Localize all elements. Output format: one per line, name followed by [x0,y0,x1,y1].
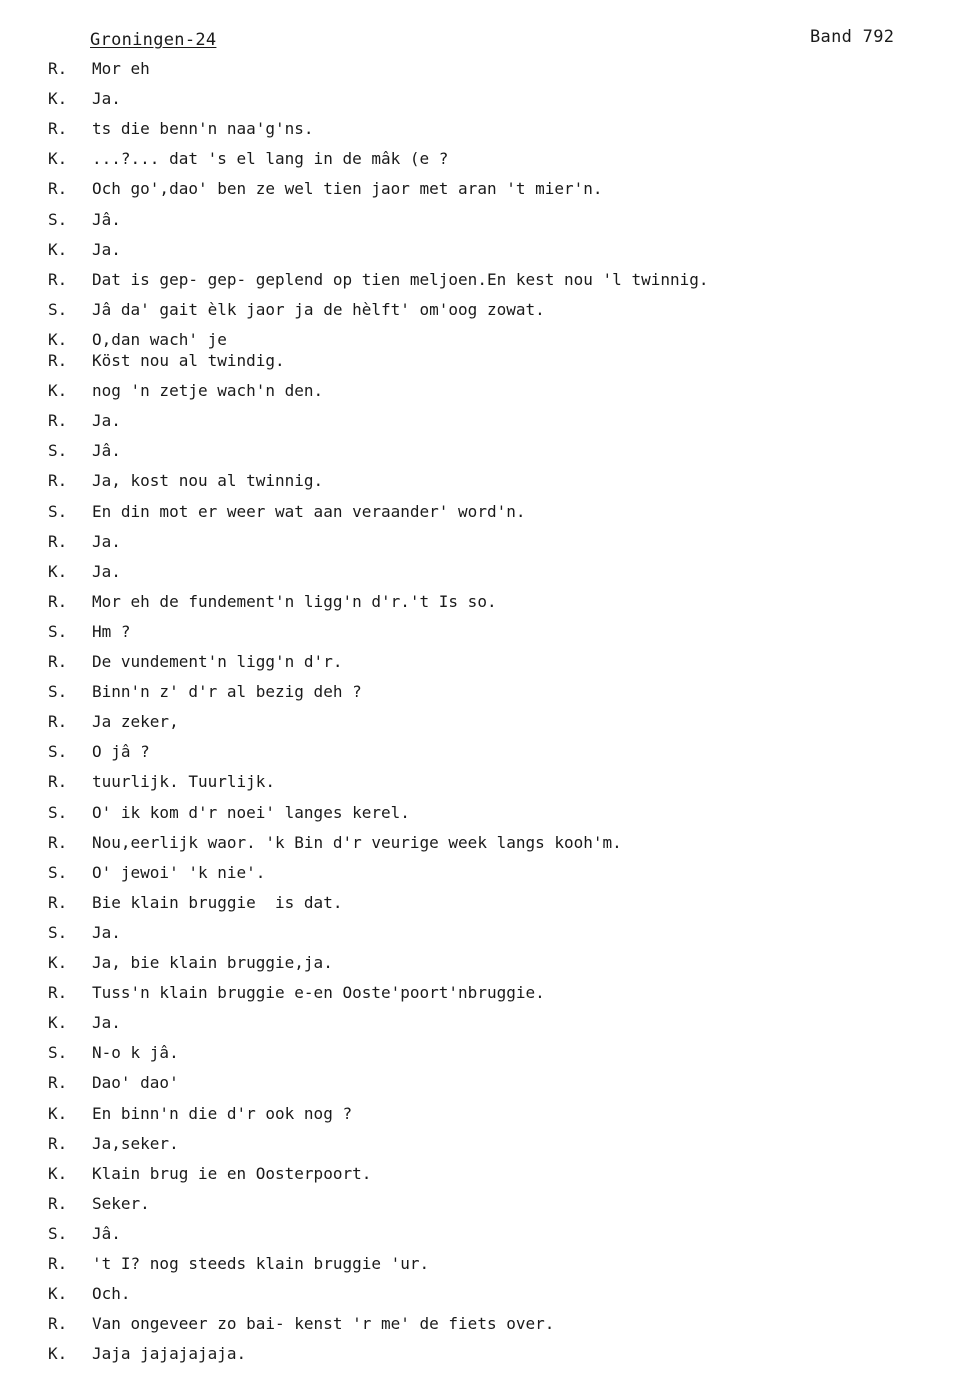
transcript-line [0,530,979,554]
utterance-text: Jâ. [92,441,121,461]
utterance-text: Och go',dao' ben ze wel tien jaor met aran 't mier'n. [92,179,603,199]
transcript-line [0,590,979,614]
speaker-label: S. [48,802,68,822]
speaker-label: R. [48,531,68,551]
transcript-line [0,650,979,674]
transcript-line [0,57,979,81]
speaker-label: S. [48,299,68,319]
speaker-label: S. [48,682,68,702]
transcript-line [0,117,979,141]
utterance-text: Nou,eerlijk waor. 'k Bin d'r veurige week langs kooh'm. [92,832,622,852]
transcript-line [0,740,979,764]
transcript-line [0,1102,979,1126]
utterance-text: En din mot er weer wat aan veraander' word'n. [92,501,526,521]
document-title: Groningen-24 [90,30,217,50]
utterance-text: Tuss'n klain bruggie e-en Ooste'poort'nbruggie. [92,983,545,1003]
transcript-line [0,349,979,373]
speaker-label: R. [48,1254,68,1273]
speaker-label: R. [48,179,68,199]
speaker-label: K. [48,329,68,349]
speaker-label: R. [48,59,68,78]
utterance-text: O jâ ? [92,742,150,762]
speaker-label: S. [48,621,68,641]
speaker-label: K. [48,1344,68,1364]
speaker-label: R. [48,1314,68,1334]
transcript-line [0,1282,979,1306]
speaker-label: K. [48,89,68,109]
utterance-text: Seker. [92,1193,150,1213]
transcript-line [0,710,979,734]
transcript-line [0,981,979,1005]
utterance-text: Dat is gep- gep- geplend op tien meljoen.En kest nou 'l twinnig. [92,269,709,289]
utterance-text: Jâ. [92,209,121,229]
speaker-label: K. [48,1284,68,1304]
speaker-label: S. [48,862,68,882]
utterance-text: Mor eh [92,59,150,78]
utterance-text: O' ik kom d'r noei' langes kerel. [92,802,410,822]
transcript-line [0,238,979,262]
utterance-text: ts die benn'n naa'g'ns. [92,119,314,139]
transcript-line [0,770,979,794]
transcript-line [0,439,979,463]
speaker-label: K. [48,953,68,972]
utterance-text: Jâ da' gait èlk jaor ja de hèlft' om'oog zowat. [92,299,545,319]
speaker-label: K. [48,1013,68,1033]
speaker-label: S. [48,1043,68,1063]
transcript-line [0,500,979,524]
utterance-text: Ja. [92,411,121,431]
speaker-label: S. [48,1223,68,1243]
utterance-text: Ja zeker, [92,712,179,732]
utterance-text: De vundement'n ligg'n d'r. [92,652,343,671]
speaker-label: K. [48,1163,68,1183]
transcript-line [0,87,979,111]
speaker-label: R. [48,1073,68,1093]
speaker-label: R. [48,591,68,611]
utterance-text: Ja. [92,239,121,259]
speaker-label: R. [48,1133,68,1153]
transcript-line [0,1071,979,1095]
transcript-line [0,469,979,493]
transcript-line [0,801,979,825]
speaker-label: S. [48,441,68,461]
speaker-label: S. [48,209,68,229]
transcript-line [0,1011,979,1035]
transcript-line [0,177,979,201]
speaker-label: R. [48,712,68,732]
utterance-text: Och. [92,1284,131,1304]
utterance-text: Ja. [92,89,121,109]
transcript-line [0,409,979,433]
utterance-text: Dao' dao' [92,1073,179,1093]
transcript-line [0,680,979,704]
utterance-text: Ja,seker. [92,1133,179,1153]
utterance-text: Binn'n z' d'r al bezig deh ? [92,682,362,702]
transcript-line [0,147,979,171]
speaker-label: R. [48,832,68,852]
speaker-label: R. [48,411,68,431]
speaker-label: K. [48,239,68,259]
transcript-line [0,1312,979,1336]
transcript-line [0,298,979,322]
transcript-line [0,379,979,403]
speaker-label: R. [48,983,68,1003]
speaker-label: R. [48,471,68,491]
utterance-text: 't I? nog steeds klain bruggie 'ur. [92,1254,430,1273]
speaker-label: K. [48,561,68,581]
utterance-text: Ja. [92,922,121,942]
transcript-line [0,560,979,584]
transcript-line [0,891,979,915]
transcript-line [0,268,979,292]
utterance-text: Bie klain bruggie is dat. [92,892,343,912]
speaker-label: K. [48,381,68,401]
speaker-label: R. [48,652,68,671]
utterance-text: O,dan wach' je [92,329,227,349]
speaker-label: R. [48,772,68,792]
speaker-label: S. [48,501,68,521]
speaker-label: S. [48,742,68,762]
transcript-line [0,1132,979,1156]
utterance-text: Jâ. [92,1223,121,1243]
transcript-line [0,1162,979,1186]
utterance-text: Köst nou al twindig. [92,351,285,370]
utterance-text: Mor eh de fundement'n ligg'n d'r.'t Is so. [92,591,497,611]
speaker-label: R. [48,1193,68,1213]
transcript-line [0,620,979,644]
speaker-label: R. [48,892,68,912]
utterance-text: En binn'n die d'r ook nog ? [92,1103,353,1123]
transcript-line [0,1041,979,1065]
transcript-line [0,1192,979,1216]
speaker-label: K. [48,149,68,169]
utterance-text: Ja. [92,531,121,551]
transcript-line [0,1222,979,1246]
speaker-label: S. [48,922,68,942]
transcript-line [0,831,979,855]
transcript-line [0,921,979,945]
utterance-text: Klain brug ie en Oosterpoort. [92,1163,372,1183]
utterance-text: tuurlijk. Tuurlijk. [92,772,276,792]
transcript-line [0,1342,979,1366]
transcript-line [0,861,979,885]
utterance-text: Ja, bie klain bruggie,ja. [92,953,333,972]
transcript-line [0,1252,979,1276]
utterance-text: Ja. [92,561,121,581]
band-number: Band 792 [810,27,895,47]
utterance-text: nog 'n zetje wach'n den. [92,381,324,401]
speaker-label: R. [48,119,68,139]
utterance-text: N-o k jâ. [92,1043,179,1063]
utterance-text: Ja, kost nou al twinnig. [92,471,324,491]
transcript-line [0,951,979,975]
transcript-line [0,208,979,232]
page-header [0,0,979,60]
speaker-label: R. [48,269,68,289]
utterance-text: Van ongeveer zo bai- kenst 'r me' de fiets over. [92,1314,555,1334]
utterance-text: Jaja jajajajaja. [92,1344,247,1364]
speaker-label: R. [48,351,68,370]
utterance-text: Ja. [92,1013,121,1033]
utterance-text: ...?... dat 's el lang in de mâk (e ? [92,149,449,169]
utterance-text: O' jewoi' 'k nie'. [92,862,266,882]
utterance-text: Hm ? [92,621,131,641]
speaker-label: K. [48,1103,68,1123]
